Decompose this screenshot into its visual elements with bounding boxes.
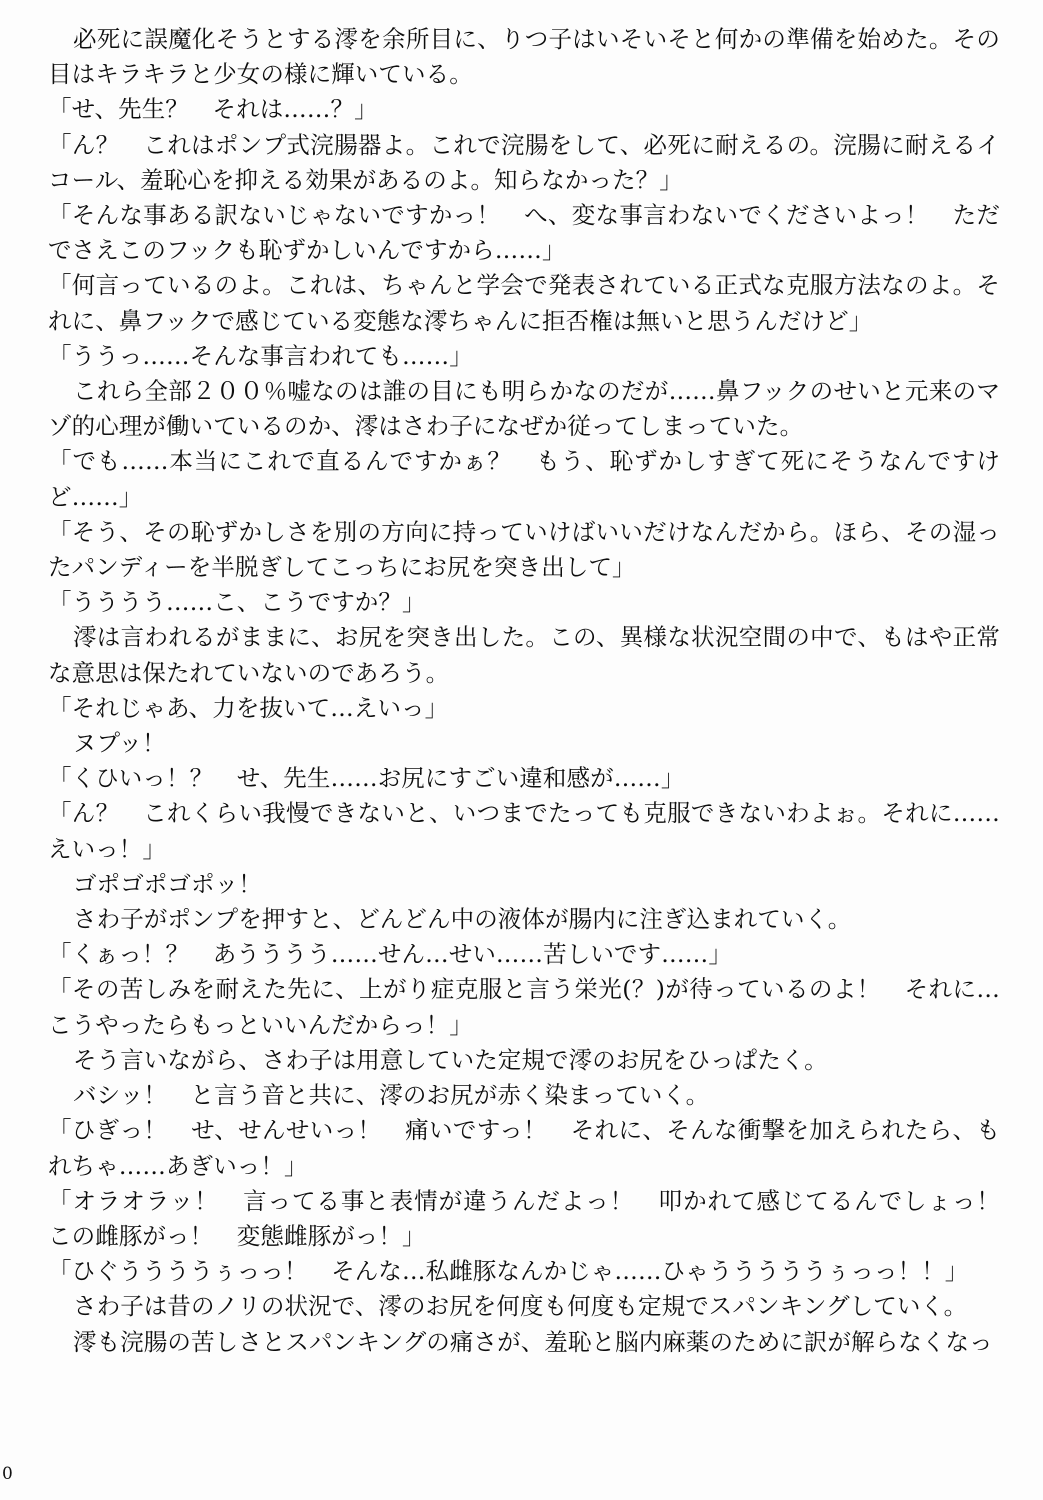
paragraph: 「ん？ これはポンプ式浣腸器よ。これで浣腸をして、必死に耐えるの。浣腸に耐えるイコール、羞恥心を抑える効果があるのよ。知らなかった？」 <box>48 130 1000 194</box>
paragraph: これら全部２００％嘘なのは誰の目にも明らかなのだが……鼻フックのせいと元来のマゾ的心理が働いているのか、澪はさわ子になぜか従ってしまっていた。 <box>48 377 1000 441</box>
paragraph: 必死に誤魔化そうとする澪を余所目に、りつ子はいそいそと何かの準備を始めた。その目はキラキラと少女の様に輝いている。 <box>48 25 1000 89</box>
paragraph: 「その苦しみを耐えた先に、上がり症克服と言う栄光(？)が待っているのよ！ それに…こうやったらもっといいんだからっ！」 <box>48 975 1000 1039</box>
paragraph: 「せ、先生？ それは……？」 <box>48 95 378 124</box>
paragraph: 澪は言われるがままに、お尻を突き出した。この、異様な状況空間の中で、もはや正常な意思は保たれていないのであろう。 <box>48 623 1000 687</box>
paragraph: 「くぁっ！？ あうううう……せん…せい……苦しいです……」 <box>48 940 732 969</box>
paragraph: 「ううっ……そんな事言われても……」 <box>48 341 473 370</box>
page-text-body <box>48 22 1024 1360</box>
paragraph: さわ子は昔のノリの状況で、澪のお尻を何度も何度も定規でスパンキングしていく。 <box>73 1292 968 1321</box>
paragraph: 「ひぎっ！ せ、せんせいっ！ 痛いですっ！ それに、そんな衝撃を加えられたら、もれちゃ……あぎいっ！」 <box>48 1116 1000 1180</box>
paragraph: 「オラオラッ！ 言ってる事と表情が違うんだよっ！ 叩かれて感じてるんでしょっ！ この雌豚がっ！ 変態雌豚がっ！」 <box>48 1186 1024 1250</box>
paragraph: 「くひいっ！？ せ、先生……お尻にすごい違和感が……」 <box>48 764 685 793</box>
paragraph: 「何言っているのよ。これは、ちゃんと学会で発表されている正式な克服方法なのよ。それに、鼻フックで感じている変態な澪ちゃんに拒否権は無いと思うんだけど」 <box>48 271 1000 335</box>
paragraph: 「そんな事ある訳ないじゃないですかっ！ へ、変な事言わないでくださいよっ！ ただでさえこのフックも恥ずかしいんですから……」 <box>48 201 1000 265</box>
paragraph: 「ひぐううううぅっっ！ そんな…私雌豚なんかじゃ……ひゃうううううぅっっ！！」 <box>48 1257 969 1286</box>
paragraph: ヌプッ！ <box>73 729 166 758</box>
paragraph: 「そう、その恥ずかしさを別の方向に持っていけばいいだけなんだから。ほら、その湿ったパンディーを半脱ぎしてこっちにお尻を突き出して」 <box>48 517 1000 582</box>
paragraph: さわ子がポンプを押すと、どんどん中の液体が腸内に注ぎ込まれていく。 <box>73 905 852 934</box>
paragraph: 「ん？ これくらい我慢できないと、いつまでたっても克服できないわよぉ。それに……えいっ！」 <box>48 799 1000 863</box>
paragraph: 「うううう……こ、こうですか？」 <box>48 588 426 617</box>
paragraph: ゴポゴポゴポッ！ <box>73 869 262 898</box>
paragraph: そう言いながら、さわ子は用意していた定規で澪のお尻をひっぱたく。 <box>73 1045 828 1074</box>
page-number: 0 <box>2 1464 13 1484</box>
paragraph: バシッ！ と言う音と共に、澪のお尻が赤く染まっていく。 <box>73 1081 710 1110</box>
paragraph: 「それじゃあ、力を抜いて…えいっ」 <box>48 693 449 722</box>
paragraph: 「でも……本当にこれで直るんですかぁ？ もう、恥ずかしすぎて死にそうなんですけど……」 <box>48 447 1000 511</box>
paragraph: 澪も浣腸の苦しさとスパンキングの痛さが、羞恥と脳内麻薬のために訳が解らなくなっ <box>73 1327 993 1356</box>
